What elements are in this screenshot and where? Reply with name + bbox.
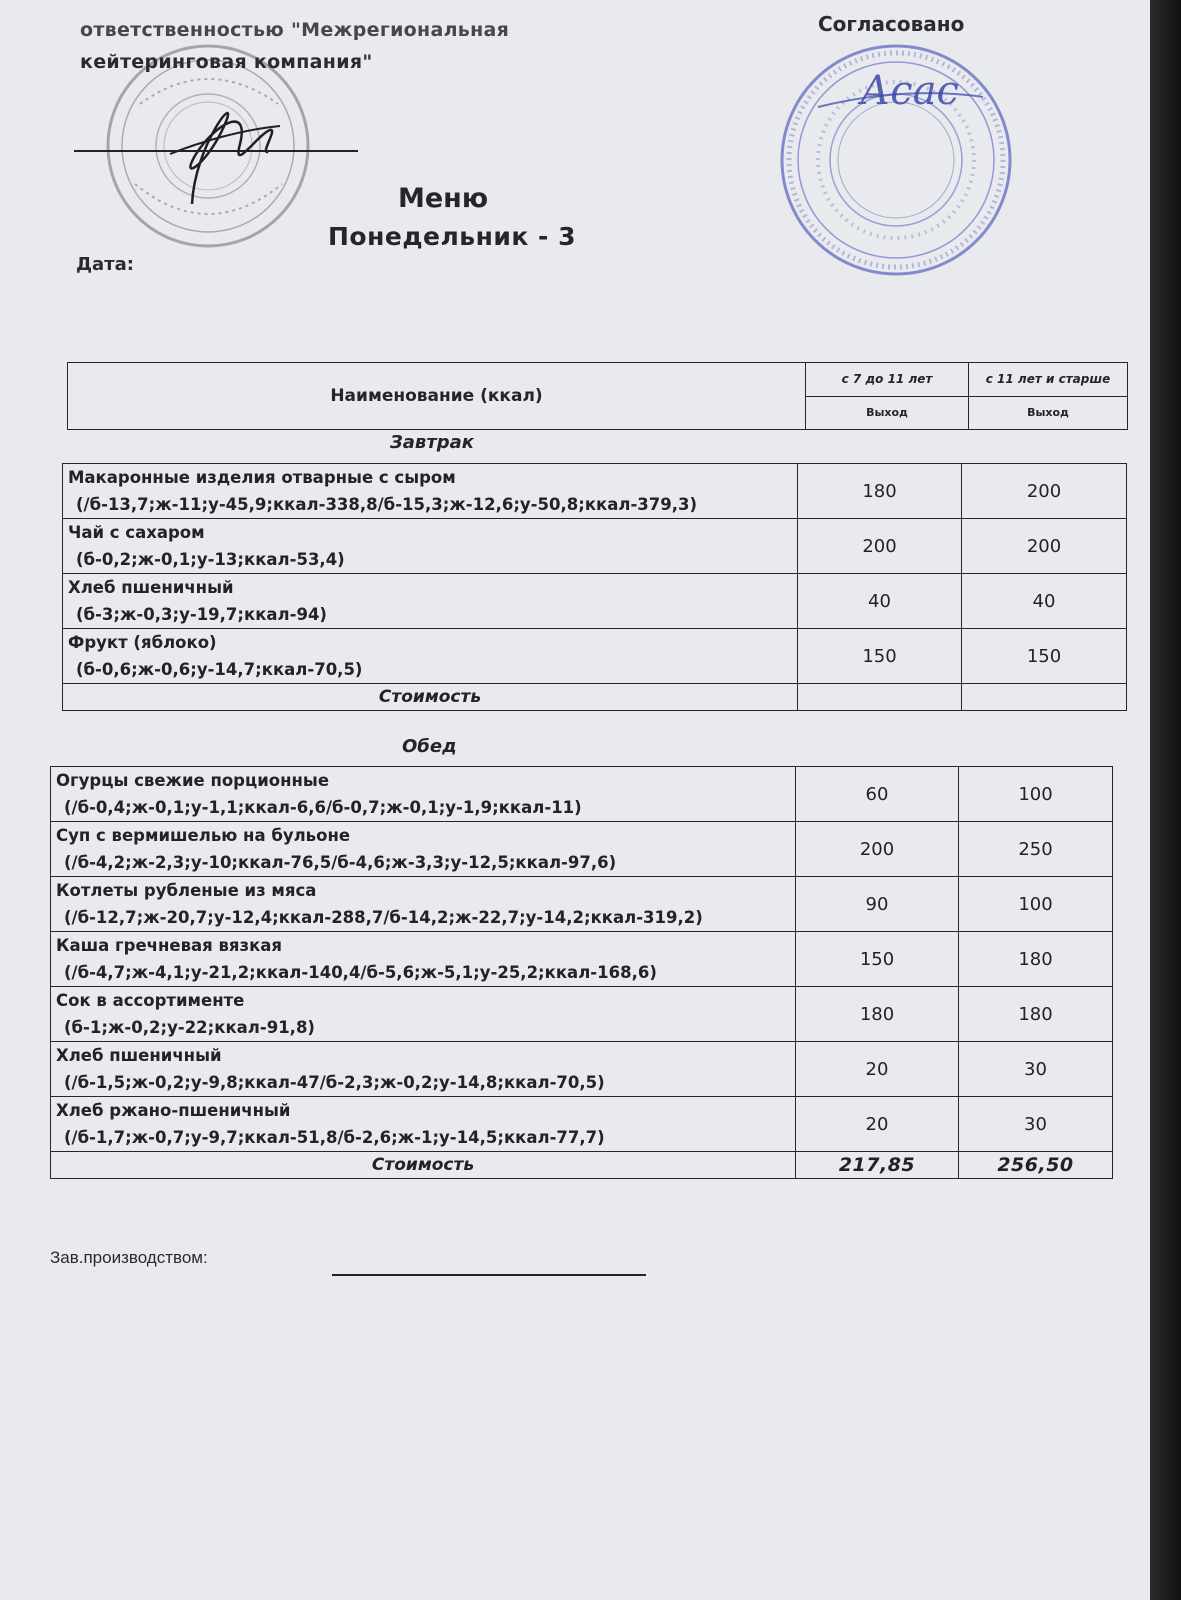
organization-name-line-1: ответственностью "Межрегиональная (80, 19, 510, 41)
output-7-11: 20 (796, 1042, 959, 1097)
dish-nutrition: (/б-13,7;ж-11;у-45,9;ккал-338,8/б-15,3;ж-12,6;у-50,8;ккал-379,3) (76, 495, 698, 514)
approval-stamp (768, 42, 1024, 278)
output-7-11: 90 (796, 877, 959, 932)
table-row (51, 1097, 1113, 1152)
date-label: Дата: (76, 254, 134, 275)
output-7-11: 200 (796, 822, 959, 877)
dish-nutrition: (/б-4,7;ж-4,1;у-21,2;ккал-140,4/б-5,6;ж-5,1;у-25,2;ккал-168,6) (64, 963, 657, 982)
page-title: Меню (398, 183, 489, 214)
dish-nutrition: (б-3;ж-0,3;у-19,7;ккал-94) (76, 605, 327, 624)
dish-name: Огурцы свежие порционные (56, 771, 330, 790)
dish-nutrition: (б-0,2;ж-0,1;у-13;ккал-53,4) (76, 550, 345, 569)
output-7-11: 20 (796, 1097, 959, 1152)
output-11-plus: 200 (962, 464, 1127, 519)
organization-name-line-2: кейтеринговая компания" (80, 51, 373, 73)
age-column-7-11: с 7 до 11 лет (806, 363, 969, 397)
dish-name: Каша гречневая вязкая (56, 936, 283, 955)
cost-11-plus: 256,50 (959, 1152, 1113, 1179)
cost-11-plus (962, 684, 1127, 711)
dish-nutrition: (б-0,6;ж-0,6;у-14,7;ккал-70,5) (76, 660, 363, 679)
menu-table-header (67, 362, 1128, 430)
output-header-2: Выход (969, 396, 1128, 430)
table-row (51, 932, 1113, 987)
dish-name: Чай с сахаром (68, 523, 205, 542)
output-11-plus: 30 (959, 1042, 1113, 1097)
output-11-plus: 100 (959, 877, 1113, 932)
output-11-plus: 200 (962, 519, 1127, 574)
output-11-plus: 180 (959, 932, 1113, 987)
dish-name: Хлеб пшеничный (56, 1046, 222, 1065)
dish-name: Хлеб пшеничный (68, 578, 234, 597)
table-row (51, 767, 1113, 822)
breakfast-table (62, 463, 1127, 711)
stamp-signature: Асас (860, 68, 959, 114)
dish-name: Котлеты рубленые из мяса (56, 881, 317, 900)
dish-name: Сок в ассортименте (56, 991, 245, 1010)
output-11-plus: 40 (962, 574, 1127, 629)
dish-nutrition: (б-1;ж-0,2;у-22;ккал-91,8) (64, 1018, 315, 1037)
table-row (51, 877, 1113, 932)
agreed-label: Согласовано (818, 12, 965, 36)
cost-row (63, 684, 1127, 711)
lunch-table (50, 766, 1113, 1179)
table-row (51, 987, 1113, 1042)
output-7-11: 150 (796, 932, 959, 987)
output-header-1: Выход (806, 396, 969, 430)
cost-7-11 (798, 684, 962, 711)
signature-line (74, 150, 358, 152)
table-row (63, 464, 1127, 519)
output-7-11: 200 (798, 519, 962, 574)
dish-nutrition: (/б-4,2;ж-2,3;у-10;ккал-76,5/б-4,6;ж-3,3;у-12,5;ккал-97,6) (64, 853, 617, 872)
table-row (63, 574, 1127, 629)
cost-7-11: 217,85 (796, 1152, 959, 1179)
dish-nutrition: (/б-1,7;ж-0,7;у-9,7;ккал-51,8/б-2,6;ж-1;у-14,5;ккал-77,7) (64, 1128, 605, 1147)
output-7-11: 150 (798, 629, 962, 684)
table-row (63, 519, 1127, 574)
dish-name: Хлеб ржано-пшеничный (56, 1101, 291, 1120)
output-7-11: 180 (798, 464, 962, 519)
dish-name: Суп с вермишелью на бульоне (56, 826, 351, 845)
table-row (63, 629, 1127, 684)
dish-name: Фрукт (яблоко) (68, 633, 217, 652)
cost-label: Стоимость (51, 1152, 796, 1179)
output-11-plus: 150 (962, 629, 1127, 684)
table-row (51, 822, 1113, 877)
output-11-plus: 180 (959, 987, 1113, 1042)
lunch-section-label: Обед (402, 736, 457, 757)
page-subtitle: Понедельник - 3 (328, 222, 577, 251)
table-row (51, 1042, 1113, 1097)
cost-row (51, 1152, 1113, 1179)
output-11-plus: 250 (959, 822, 1113, 877)
breakfast-section-label: Завтрак (390, 432, 475, 453)
production-manager-label: Зав.производством: (50, 1248, 208, 1267)
dish-name: Макаронные изделия отварные с сыром (68, 468, 456, 487)
dish-nutrition: (/б-0,4;ж-0,1;у-1,1;ккал-6,6/б-0,7;ж-0,1;у-1,9;ккал-11) (64, 798, 582, 817)
age-column-11-plus: с 11 лет и старше (969, 363, 1128, 397)
page-edge-shadow (1150, 0, 1181, 1600)
cost-label: Стоимость (63, 684, 798, 711)
production-signature-line (332, 1274, 646, 1276)
output-7-11: 180 (796, 987, 959, 1042)
dish-nutrition: (/б-12,7;ж-20,7;у-12,4;ккал-288,7/б-14,2;ж-22,7;у-14,2;ккал-319,2) (64, 908, 703, 927)
name-column-header: Наименование (ккал) (68, 363, 806, 430)
output-11-plus: 100 (959, 767, 1113, 822)
output-7-11: 40 (798, 574, 962, 629)
organization-name (80, 19, 510, 78)
output-7-11: 60 (796, 767, 959, 822)
output-11-plus: 30 (959, 1097, 1113, 1152)
dish-nutrition: (/б-1,5;ж-0,2;у-9,8;ккал-47/б-2,3;ж-0,2;у-14,8;ккал-70,5) (64, 1073, 605, 1092)
